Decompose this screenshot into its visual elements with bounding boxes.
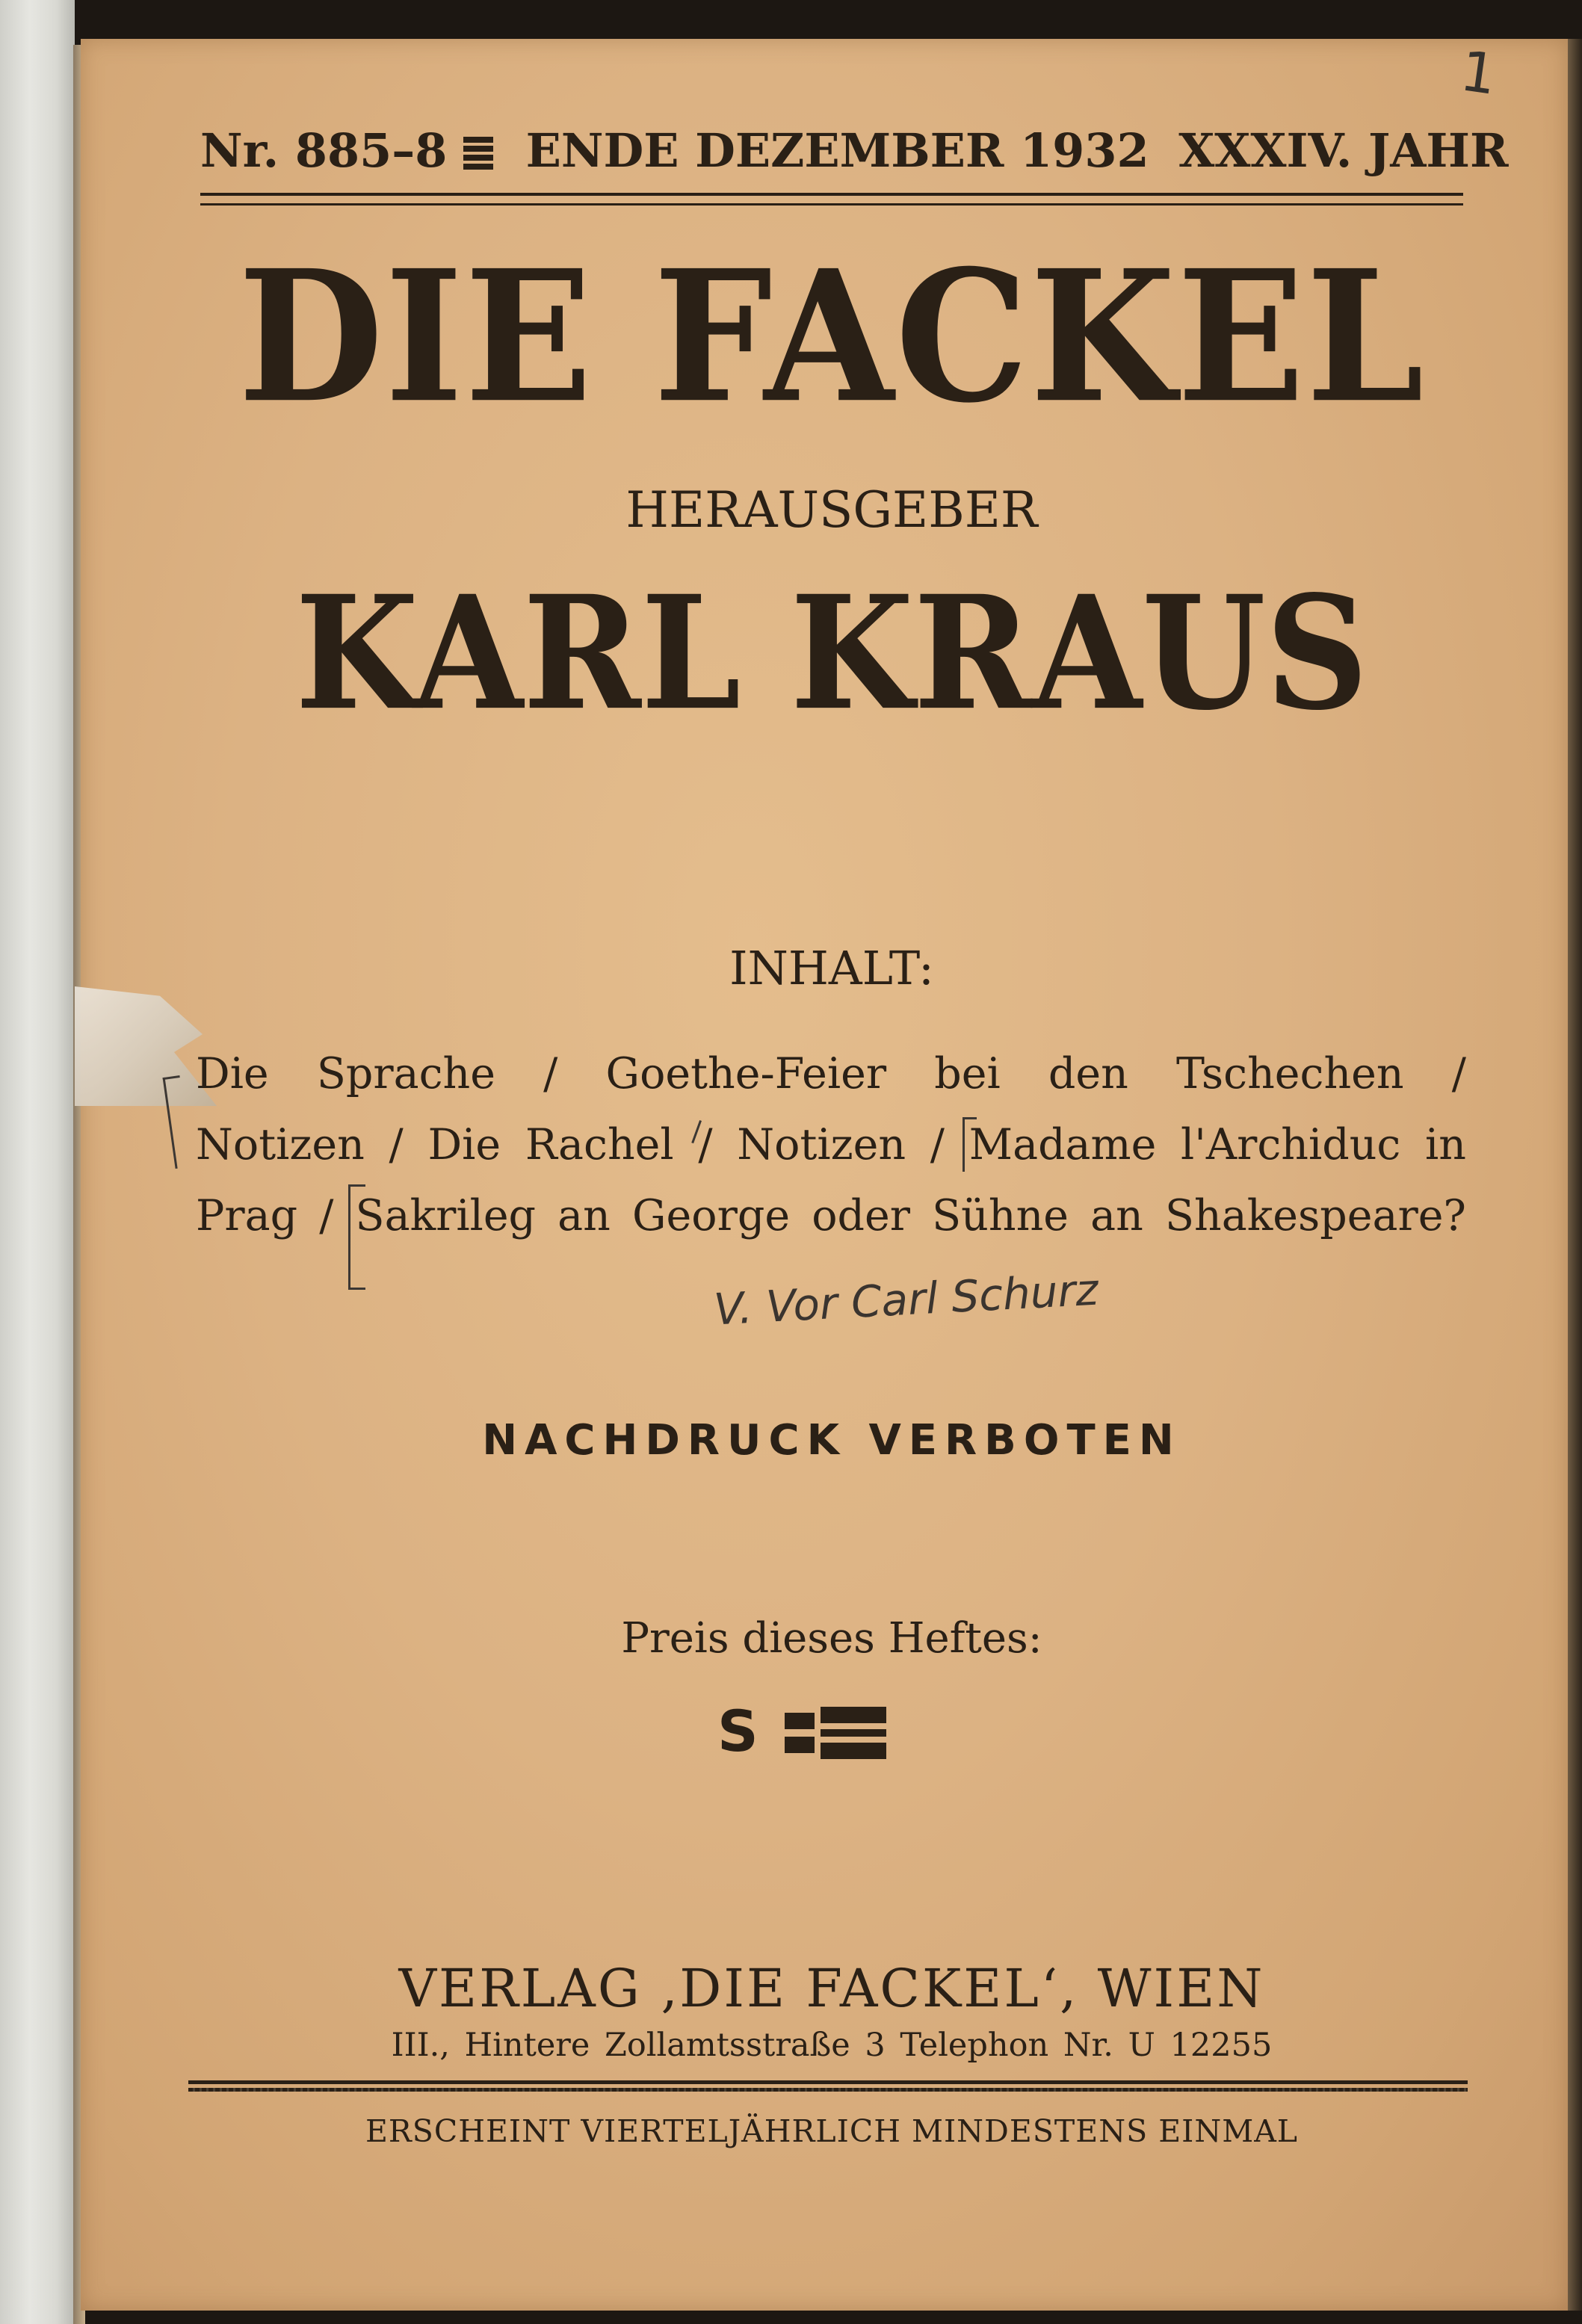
price-value xyxy=(717,1698,942,1771)
footer-rule xyxy=(188,2080,1468,2084)
issue-number: Nr. 885–8 xyxy=(200,123,448,178)
publication-frequency: ERSCHEINT VIERTELJÄHRLICH MINDESTENS EINMAL xyxy=(365,2113,1299,2149)
footer-rule-secondary xyxy=(188,2088,1468,2092)
publisher-name: VERLAG ‚DIE FACKEL‘, WIEN xyxy=(398,1958,1265,2019)
censor-mark xyxy=(463,137,493,171)
binding-strip xyxy=(0,0,75,2324)
censor-blot xyxy=(821,1729,886,1737)
contents-heading: INHALT: xyxy=(729,941,934,995)
contents-line: Prag / Sakrileg an George oder Sühne an Shakespeare? xyxy=(196,1191,1466,1240)
masthead-rule-secondary xyxy=(200,203,1463,205)
handwritten-annotation: V. Vor Carl Schurz xyxy=(712,1264,1100,1335)
contents-list xyxy=(196,1039,1466,1252)
page-edge xyxy=(1568,39,1582,2311)
currency-symbol: S xyxy=(717,1698,758,1764)
censor-blot xyxy=(785,1737,815,1753)
contents-line: Die Sprache / Goethe-Feier bei den Tschechen / xyxy=(196,1049,1466,1098)
contents-line: Notizen / Die Rachel / Notizen / Madame l'Archiduc in xyxy=(196,1120,1466,1169)
reprint-notice: NACHDRUCK VERBOTEN xyxy=(482,1416,1181,1465)
publication-title: DIE FACKEL xyxy=(238,230,1426,443)
pencil-bracket xyxy=(348,1184,365,1290)
price-label: Preis dieses Heftes: xyxy=(621,1614,1042,1663)
pencil-bracket xyxy=(963,1117,977,1172)
censor-blot xyxy=(821,1707,886,1723)
editor-name: KARL KRAUS xyxy=(295,561,1368,745)
issue-date: ENDE DEZEMBER 1932 xyxy=(525,123,1149,178)
volume-year: XXXIV. JAHR xyxy=(1178,123,1509,178)
masthead xyxy=(200,123,1509,178)
publisher-address: III., Hintere Zollamtsstraße 3 Telephon Nr. U 12255 xyxy=(391,2027,1273,2064)
censor-blot xyxy=(821,1743,886,1759)
censor-blot xyxy=(785,1713,815,1729)
editor-label: HERAUSGEBER xyxy=(625,481,1038,539)
masthead-rule xyxy=(200,193,1463,196)
handwritten-page-number: 1 xyxy=(1456,39,1501,108)
